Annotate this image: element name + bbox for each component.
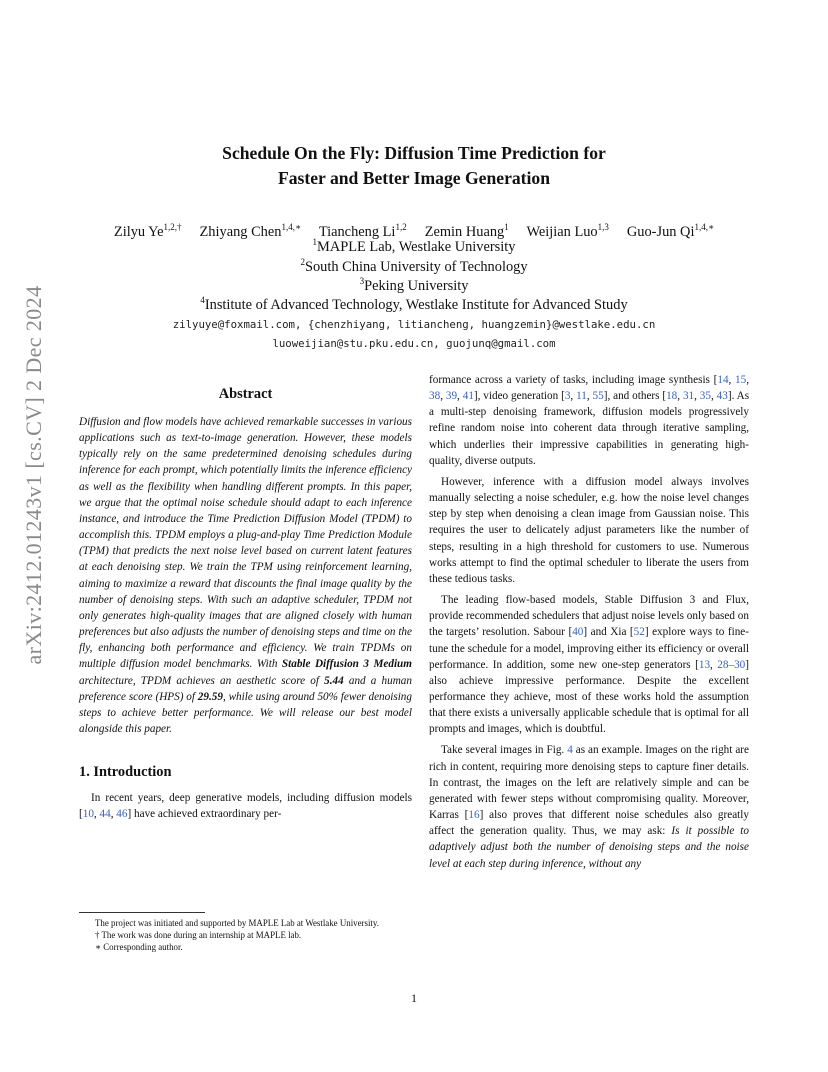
citation-link[interactable]: 46	[116, 808, 128, 821]
email-line: zilyuye@foxmail.com, {chenzhiyang, litiancheng, huangzemin}@westlake.edu.cn	[172, 318, 656, 331]
title-line-2: Faster and Better Image Generation	[278, 168, 550, 188]
title-line-1: Schedule On the Fly: Diffusion Time Prediction for	[222, 143, 606, 163]
paragraph: The leading flow-based models, Stable Diffusion 3 and Flux, provide recommended schedulers that adjust noise levels only based on the targets’ resolution. Sabour [40] and Xia [52] explore ways to fine-tune the schedule for a model, improving either its efficiency or overall performance. In addition, some new one-step generators [13, 28–30] also achieve impressive performance. Despite the excellent performance they achieve, most of these works hold the assumption that there exists a universally applicable schedule that is optimal for all prompts and images, which is doubtful.	[429, 594, 749, 736]
citation-link[interactable]: 14	[717, 374, 729, 386]
citation-link[interactable]: 40	[572, 626, 584, 639]
citation-link[interactable]: 11	[576, 390, 587, 403]
author: Zhiyang Chen$^{1,4,∗}$	[199, 222, 302, 240]
footnote-rule	[79, 912, 205, 913]
author: Tiancheng Li$^{1,2}$	[318, 222, 407, 240]
footnote: ∗ Corresponding author.	[95, 942, 183, 953]
citation-link[interactable]: 13	[698, 658, 711, 671]
paragraph: formance across a variety of tasks, including image synthesis [14, 15, 38, 39, 41], video generation [3, 11, 55], and others [18, 31, 35, 43]. As a multi-step denoising framework, diffusion models progressively refine random noise into coherent data through iterative sampling, which underlies their impressive capabilities in generating high-quality, diverse outputs.	[429, 374, 750, 467]
footnote: † The work was done during an internship at MAPLE lab.	[95, 930, 302, 941]
abstract-text: Diffusion and flow models have achieved remarkable successes in various applications such as text-to-image generation. However, these models typically rely on the same predetermined denoising schedules during inference for each prompt, which potentially limits the inference efficiency as well as the flexibility when handling different prompts. In this paper, we argue that the optimal noise schedule should adapt to each inference instance, and introduce the Time Prediction Diffusion Model (TPDM) to accomplish this. TPDM employs a plug-and-play Time Prediction Module (TPM) that predicts the next noise level based on current latent features at each denoising step. We train the TPM using reinforcement learning, aiming to maximize a reward that discounts the final image quality by the number of denoising steps. With such an adaptive scheduler, TPDM not only generates high-quality images that are aligned closely with human preferences but also adjusts the number of denoising steps and time on the fly, enhancing both performance and efficiency. We train TPDMs on multiple diffusion model benchmarks. With Stable Diffusion 3 Medium architecture, TPDM achieves an aesthetic score of 5.44 and a human preference score (HPS) of 29.59, while using around 50% fewer denoising steps to achieve better performance. We will release our best model alongside this paper.	[79, 416, 412, 735]
author: Zemin Huang$^1$	[424, 222, 509, 240]
citation-link[interactable]: 55	[592, 390, 604, 403]
author: Zilyu $Ye^{1,2,\dagger}$	[113, 222, 182, 240]
citation-link[interactable]: 43	[716, 390, 728, 403]
affiliation: $^2$South China University of Technology	[300, 257, 528, 275]
citation-link[interactable]: 44	[99, 808, 111, 821]
intro-paragraph: In recent years, deep generative models, including diffusion models [10, 44, 46] have achieved extraordinary per-	[79, 792, 412, 821]
paragraph: Take several images in Fig. 4 as an example. Images on the right are rich in content, requiring more denoising steps to capture finer details. In contrast, the images on the left are relatively simple and can be generated with fewer steps without compromising quality. Moreover, Karras [16] also proves that different noise schedules also greatly affect the generation quality. Thus, we may ask: Is it possible to adaptively adjust both the number of denoising steps and the noise level at each step during inference, without any	[429, 744, 750, 870]
citation-link[interactable]: 38	[429, 390, 441, 403]
left-column	[79, 386, 412, 822]
citation-link[interactable]: 31	[682, 390, 695, 403]
page-number: 1	[411, 991, 417, 1005]
paragraph: However, inference with a diffusion model always involves manually selecting a noise scheduler, e.g. how the noise level changes step by step when denoising a clean image from Gaussian noise. This requires the user to delicately adjust parameters like the number of steps, resulting in a high threshold for customers to use. Numerous works attempt to find the optimal scheduler to liberate the users from these tedious tasks.	[429, 475, 749, 585]
citation-link[interactable]: 52	[633, 626, 645, 639]
citation-link[interactable]: 10	[82, 808, 94, 821]
citation-link[interactable]: 15	[735, 374, 747, 386]
citation-link[interactable]: 35	[699, 390, 711, 403]
citation-link[interactable]: 28–30	[717, 658, 746, 671]
affiliation: $^1$MAPLE Lab, Westlake University	[312, 237, 516, 255]
citation-link[interactable]: 16	[468, 809, 480, 822]
affiliation: $^4$Institute of Advanced Technology, Westlake Institute for Advanced Study	[200, 295, 628, 313]
email-line: luoweijian@stu.pku.edu.cn, guojunq@gmail.com	[272, 337, 556, 350]
figure-link[interactable]: 4	[567, 744, 573, 757]
affiliation: $^3$Peking University	[359, 276, 469, 294]
paper-title	[80, 141, 748, 191]
citation-link[interactable]: 39	[445, 390, 458, 403]
right-column	[429, 372, 749, 872]
citation-link[interactable]: 3	[564, 390, 571, 403]
footnotes	[79, 912, 412, 954]
citation-link[interactable]: 41	[462, 390, 474, 403]
footnote: The project was initiated and supported by MAPLE Lab at Westlake University.	[95, 918, 379, 928]
abstract-heading: Abstract	[218, 386, 273, 402]
introduction-heading: 1. Introduction	[79, 764, 172, 781]
author: Guo-Jun $Qi^{1,4,∗}$	[626, 222, 715, 240]
author: Weijian Luo$^{1,3}$	[526, 222, 609, 240]
citation-link[interactable]: 18	[666, 390, 678, 403]
arxiv-identifier: arXiv:2412.01243v1 [cs.CV] 2 Dec 2024	[21, 285, 46, 665]
